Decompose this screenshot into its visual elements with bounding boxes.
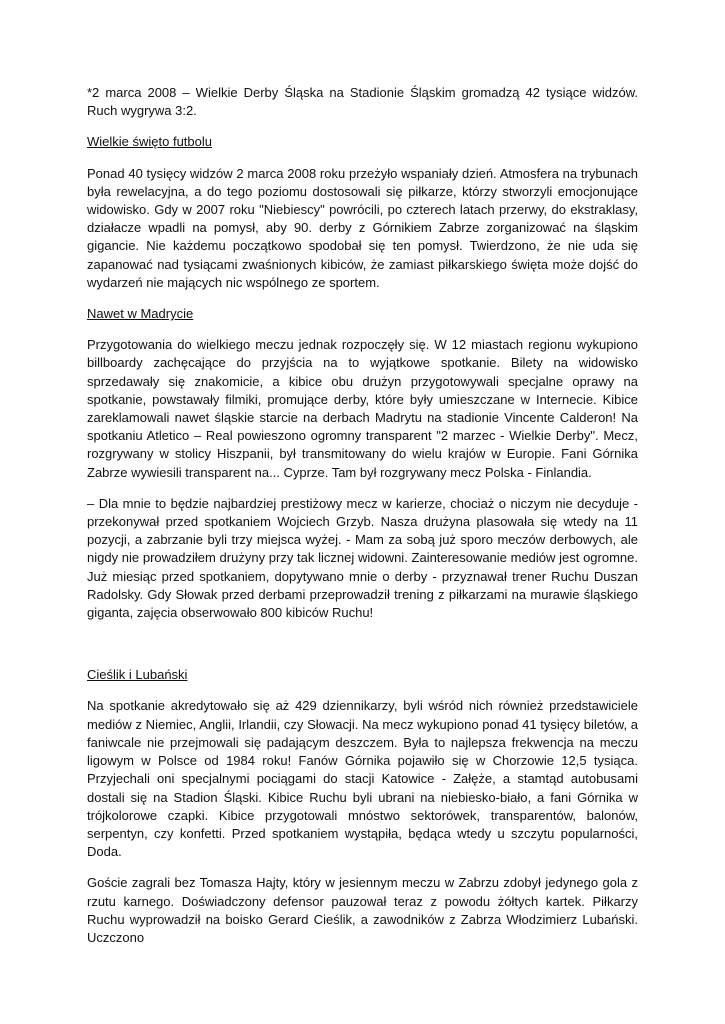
section-heading-cieslik-i-lubanski: Cieślik i Lubański <box>87 667 188 683</box>
section-heading-wielkie-swieto: Wielkie święto futbolu <box>87 134 212 150</box>
body-paragraph: Przygotowania do wielkiego meczu jednak rozpoczęły się. W 12 miastach regionu wykupiono billboardy zachęcające do przyjścia na to wyjątkowe spotkanie. Bilety na widowisko sprzedawały się znakomicie, a kibice obu drużyn przygotowywali specjalne oprawy na spotkanie, powstawały filmiki, promujące derby, które były umieszczane w Internecie. Kibice zareklamowali nawet śląskie starcie na derbach Madrytu na stadionie Vincente Calderon! Na spotkaniu Atletico – Real powieszono ogromny transparent "2 marzec - Wielkie Derby". Mecz, rozgrywany w stolicy Hiszpanii, był transmitowany do wielu krajów w Europie. Fani Górnika Zabrze wywiesili transparent na... Cyprze. Tam był rozgrywany mecz Polska - Finlandia. <box>87 337 638 480</box>
body-paragraph: Ponad 40 tysięcy widzów 2 marca 2008 roku przeżyło wspaniały dzień. Atmosfera na trybunach była rewelacyjna, a do tego poziomu dostosowali się piłkarze, którzy stworzyli emocjonujące widowisko. Gdy w 2007 roku "Niebiescy" powrócili, po czterech latach przerwy, do ekstraklasy, działacze wpadli na pomysł, aby 90. derby z Górnikiem Zabrze zorganizować na śląskim gigancie. Nie każdemu początkowo spodobał się ten pomysł. Twierdzono, że nie uda się zapanować nad tysiącami zwaśnionych kibiców, że zamiast piłkarskiego święta może dojść do wydarzeń nie mających nic wspólnego ze sportem. <box>87 165 638 290</box>
body-paragraph: – Dla mnie to będzie najbardziej prestiżowy mecz w karierze, chociaż o niczym nie decyduje - przekonywał przed spotkaniem Wojciech Grzyb. Nasza drużyna plasowała się wtedy na 11 pozycji, a zabrzanie byli trzy miejsca wyżej. - Mam za sobą już sporo meczów derbowych, ale nigdy nie prowadziłem drużyny przy tak licznej widowni. Zainteresowanie mediów jest ogromne. Już miesiąc przed spotkaniem, dopytywano mnie o derby - przyznawał trener Ruchu Duszan Radolsky. Gdy Słowak przed derbami przeprowadził trening z piłkarzami na murawie śląskiego giganta, zajęcia obserwowało 800 kibiców Ruchu! <box>87 495 638 621</box>
section-heading-nawet-w-madrycie: Nawet w Madrycie <box>87 306 194 322</box>
intro-paragraph: *2 marca 2008 – Wielkie Derby Śląska na Stadionie Śląskim gromadzą 42 tysiące widzów. Ruch wygrywa 3:2. <box>87 85 638 119</box>
body-paragraph: Na spotkanie akredytowało się aż 429 dziennikarzy, byli wśród nich również przedstawiciele mediów z Niemiec, Anglii, Irlandii, czy Słowacji. Na mecz wykupiono ponad 41 tysięcy biletów, a faniwcale nie przejmowali się padającym deszczem. Była to najlepsza frekwencja na meczu ligowym w Polsce od 1984 roku! Fanów Górnika pojawiło się w Chorzowie 12,5 tysiąca. Przyjechali oni specjalnymi pociągami do stacji Katowice - Załęże, a stamtąd autobusami dostali się na Stadion Śląski. Kibice Ruchu byli ubrani na niebiesko-biało, a fani Górnika w trójkolorowe czapki. Kibice przygotowali mnóstwo sektorówek, transparentów, balonów, serpentyn, czy konfetti. Przed spotkaniem wystąpiła, będąca wtedy u szczytu popularności, Doda. <box>87 698 638 860</box>
body-paragraph: Goście zagrali bez Tomasza Hajty, który w jesiennym meczu w Zabrzu zdobył jedynego gola z rzutu karnego. Doświadczony defensor pauzował teraz z powodu żółtych kartek. Piłkarzy Ruchu wyprowadził na boisko Gerard Cieślik, a zawodników z Zabrza Włodzimierz Lubański. Uczczono <box>87 875 638 945</box>
